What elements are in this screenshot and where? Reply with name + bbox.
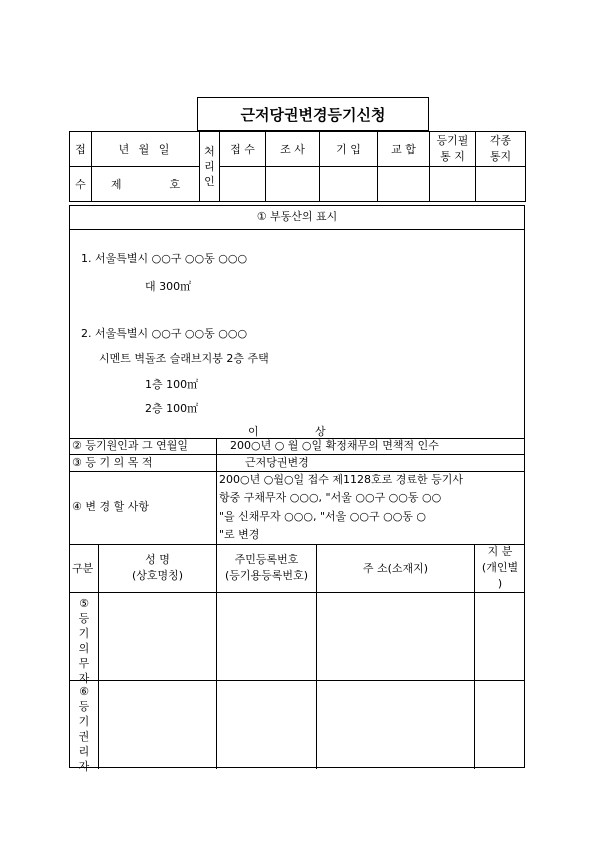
purpose-label: ③ 등 기 의 목 적 [72,456,153,469]
obligee-label: ⑥ 등 기 권 리 자 [78,685,90,773]
change-line-4: "로 변경 [219,528,260,541]
property-detail-2b: 2층 100㎡ [145,402,199,415]
end-mark-left: 이 [248,425,259,438]
end-mark-right: 상 [315,425,326,438]
su-label: 수 [70,167,92,202]
col-reg-notice: 등기필 통 지 [430,132,476,167]
col-inspect: 조 사 [266,132,320,167]
change-line-3: "을 신채무자 ○○○, "서울 ○○구 ○○동 ○ [219,510,427,523]
col-entry: 기 입 [320,132,378,167]
col-share-3: ) [497,577,503,590]
col-id-1: 주민등록번호 [234,553,299,566]
cause-value: 200○년 ○ 월 ○일 확정채무의 면책적 인수 [230,439,439,452]
col-share-2: (개인별 [481,561,519,574]
col-name-2: (상호명칭) [131,569,184,582]
date-label: 년 월 일 [92,132,200,167]
purpose-value: 근저당권변경 [245,456,309,469]
receipt-cell [220,167,266,202]
col-id-2: (등기용등록번호) [225,569,308,582]
change-label: ④ 변 경 할 사항 [72,500,149,513]
jeop-label: 접 [70,132,92,167]
col-gubun: 구분 [72,562,94,575]
entry-cell [320,167,378,202]
col-various-notice: 각종 통지 [476,132,526,167]
processor-label: 처리인 [200,132,220,202]
col-address: 주 소(소재지) [362,562,429,575]
cause-label: ② 등기원인과 그 연월일 [72,439,188,452]
number-cell: 제 호 [92,167,200,202]
change-line-1: 200○년 ○월○일 접수 제1128호로 경료한 등기사 [219,473,464,486]
verify-cell [378,167,430,202]
property-sub-2: 시멘트 벽돌조 슬래브지붕 2층 주택 [99,352,269,365]
property-heading: ① 부동산의 표시 [256,210,338,223]
reg-notice-cell [430,167,476,202]
various-notice-cell [476,167,526,202]
col-verify: 교 합 [378,132,430,167]
change-line-2: 항중 구채무자 ○○○, "서울 ○○구 ○○동 ○○ [219,491,442,504]
property-line-2: 2. 서울특별시 ○○구 ○○동 ○○○ [81,327,248,340]
page-title: 근저당권변경등기신청 [197,97,429,131]
obligor-label: ⑤ 등 기 의 무 자 [78,597,90,685]
property-detail-1: 대 300㎡ [145,280,192,293]
office-use-table [69,131,526,202]
col-name-1: 성 명 [145,553,170,566]
col-share-1: 지 분 [487,545,513,558]
application-body [69,205,525,773]
property-line-1: 1. 서울특별시 ○○구 ○○동 ○○○ [81,252,248,265]
col-receipt: 접 수 [220,132,266,167]
inspect-cell [266,167,320,202]
property-detail-2a: 1층 100㎡ [145,378,199,391]
